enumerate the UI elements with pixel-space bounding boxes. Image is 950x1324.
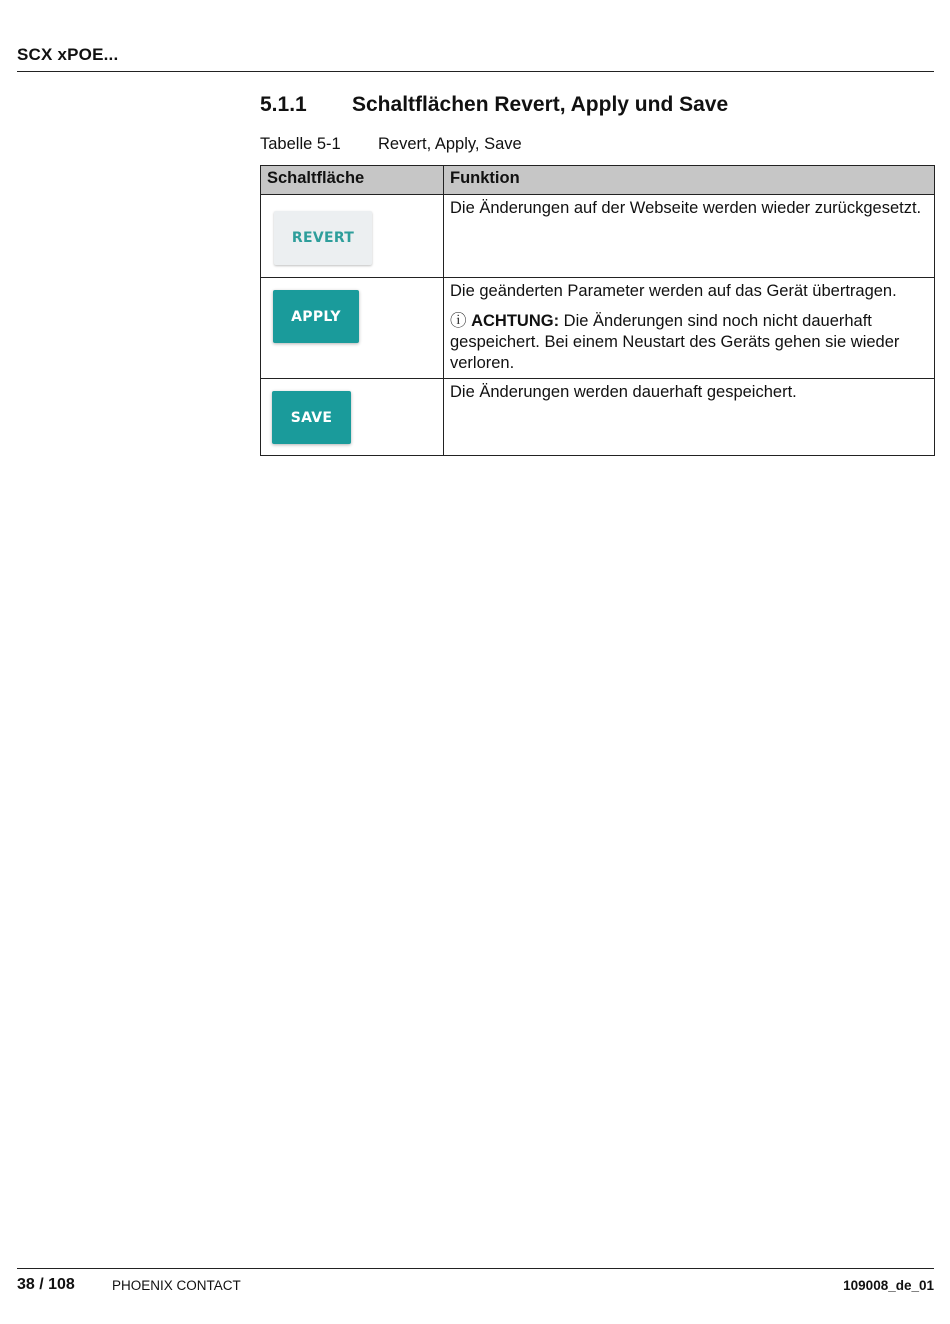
column-header-function: Funktion: [444, 166, 935, 195]
notice-text: Die Änderungen sind noch nicht dauerhaft gespeichert. Bei einem Neustart des Geräts gehen sie wieder verloren.: [450, 312, 900, 372]
table-row-apply: [261, 278, 935, 379]
save-button[interactable]: SAVE: [272, 391, 351, 444]
table-row-revert: [261, 195, 935, 278]
footer-divider: [17, 1268, 934, 1269]
function-cell: [444, 278, 935, 379]
document-id: 109008_de_01: [843, 1278, 934, 1293]
table-caption-label: Tabelle 5-1: [260, 135, 341, 153]
revert-button[interactable]: REVERT: [274, 211, 372, 265]
apply-description: Die geänderten Parameter werden auf das Gerät übertragen.: [450, 282, 897, 300]
save-description: Die Änderungen werden dauerhaft gespeichert.: [450, 383, 797, 401]
button-cell: [261, 379, 444, 456]
table-caption-text: Revert, Apply, Save: [378, 135, 522, 153]
table-caption: [260, 135, 522, 154]
button-cell: [261, 278, 444, 379]
footer-company: PHOENIX CONTACT: [112, 1278, 241, 1293]
apply-notice: [450, 311, 928, 374]
section-number: 5.1.1: [260, 93, 307, 116]
function-cell: [444, 379, 935, 456]
running-header-title: SCX xPOE...: [17, 45, 119, 64]
page-number: 38 / 108: [17, 1276, 75, 1293]
section-title: Schaltflächen Revert, Apply und Save: [352, 93, 729, 116]
revert-description: Die Änderungen auf der Webseite werden wieder zurückgesetzt.: [450, 199, 922, 217]
buttons-table: [260, 165, 935, 456]
notice-icon: ⓘ: [450, 312, 467, 330]
notice-label: ACHTUNG:: [471, 312, 560, 330]
function-cell: [444, 195, 935, 278]
apply-button[interactable]: APPLY: [273, 290, 359, 343]
header-divider: [17, 71, 934, 72]
table-row-save: [261, 379, 935, 456]
column-header-button: Schaltfläche: [261, 166, 444, 195]
section-heading: [260, 93, 728, 117]
button-cell: [261, 195, 444, 278]
table-header-row: [261, 166, 935, 195]
